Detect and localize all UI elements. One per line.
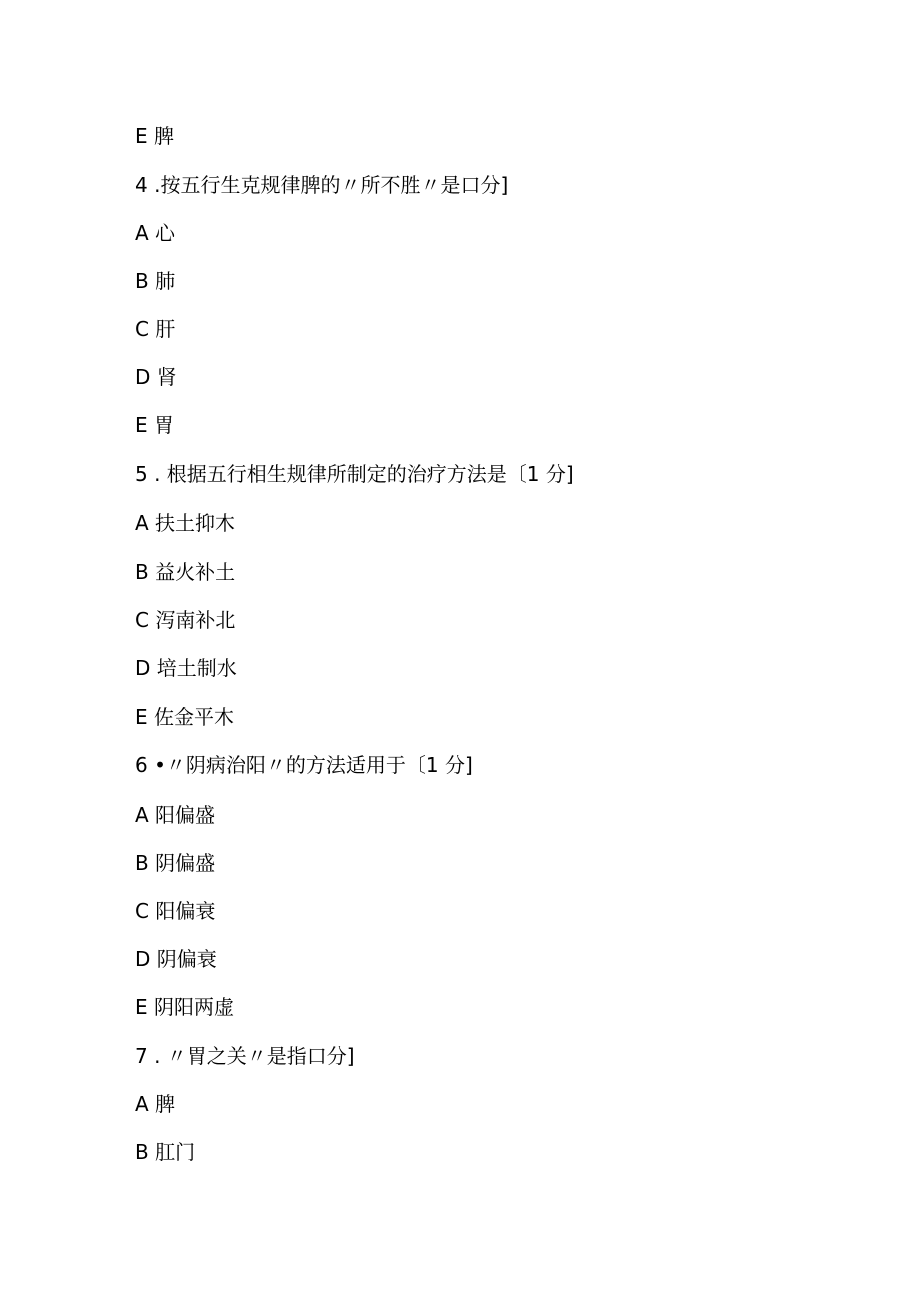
option-line: E 阴阳两虚	[135, 995, 234, 1019]
option-line: A 心	[135, 221, 176, 245]
option-line: D 阴偏衰	[135, 947, 217, 971]
option-line: B 肺	[135, 269, 176, 293]
option-line: D 肾	[135, 365, 177, 389]
question-line: 5 . 根据五行相生规律所制定的治疗方法是〔1 分]	[135, 462, 574, 486]
question-line: 4 .按五行生克规律脾的〃所不胜〃是口分]	[135, 173, 509, 197]
option-line: A 阳偏盛	[135, 803, 216, 827]
option-line: B 肛门	[135, 1140, 196, 1164]
option-line: A 脾	[135, 1092, 176, 1116]
option-line: C 泻南补北	[135, 608, 236, 632]
option-line: C 肝	[135, 317, 176, 341]
option-line: B 阴偏盛	[135, 851, 216, 875]
option-line: D 培土制水	[135, 656, 237, 680]
option-line: E 胃	[135, 413, 174, 437]
question-line: 6 •〃阴病治阳〃的方法适用于〔1 分]	[135, 753, 473, 777]
question-line: 7 . 〃胃之关〃是指口分]	[135, 1044, 355, 1068]
option-line: C 阳偏衰	[135, 899, 216, 923]
option-line: B 益火补土	[135, 560, 236, 584]
option-line: E 佐金平木	[135, 705, 234, 729]
option-line: A 扶土抑木	[135, 511, 236, 535]
option-line: E 脾	[135, 124, 174, 148]
